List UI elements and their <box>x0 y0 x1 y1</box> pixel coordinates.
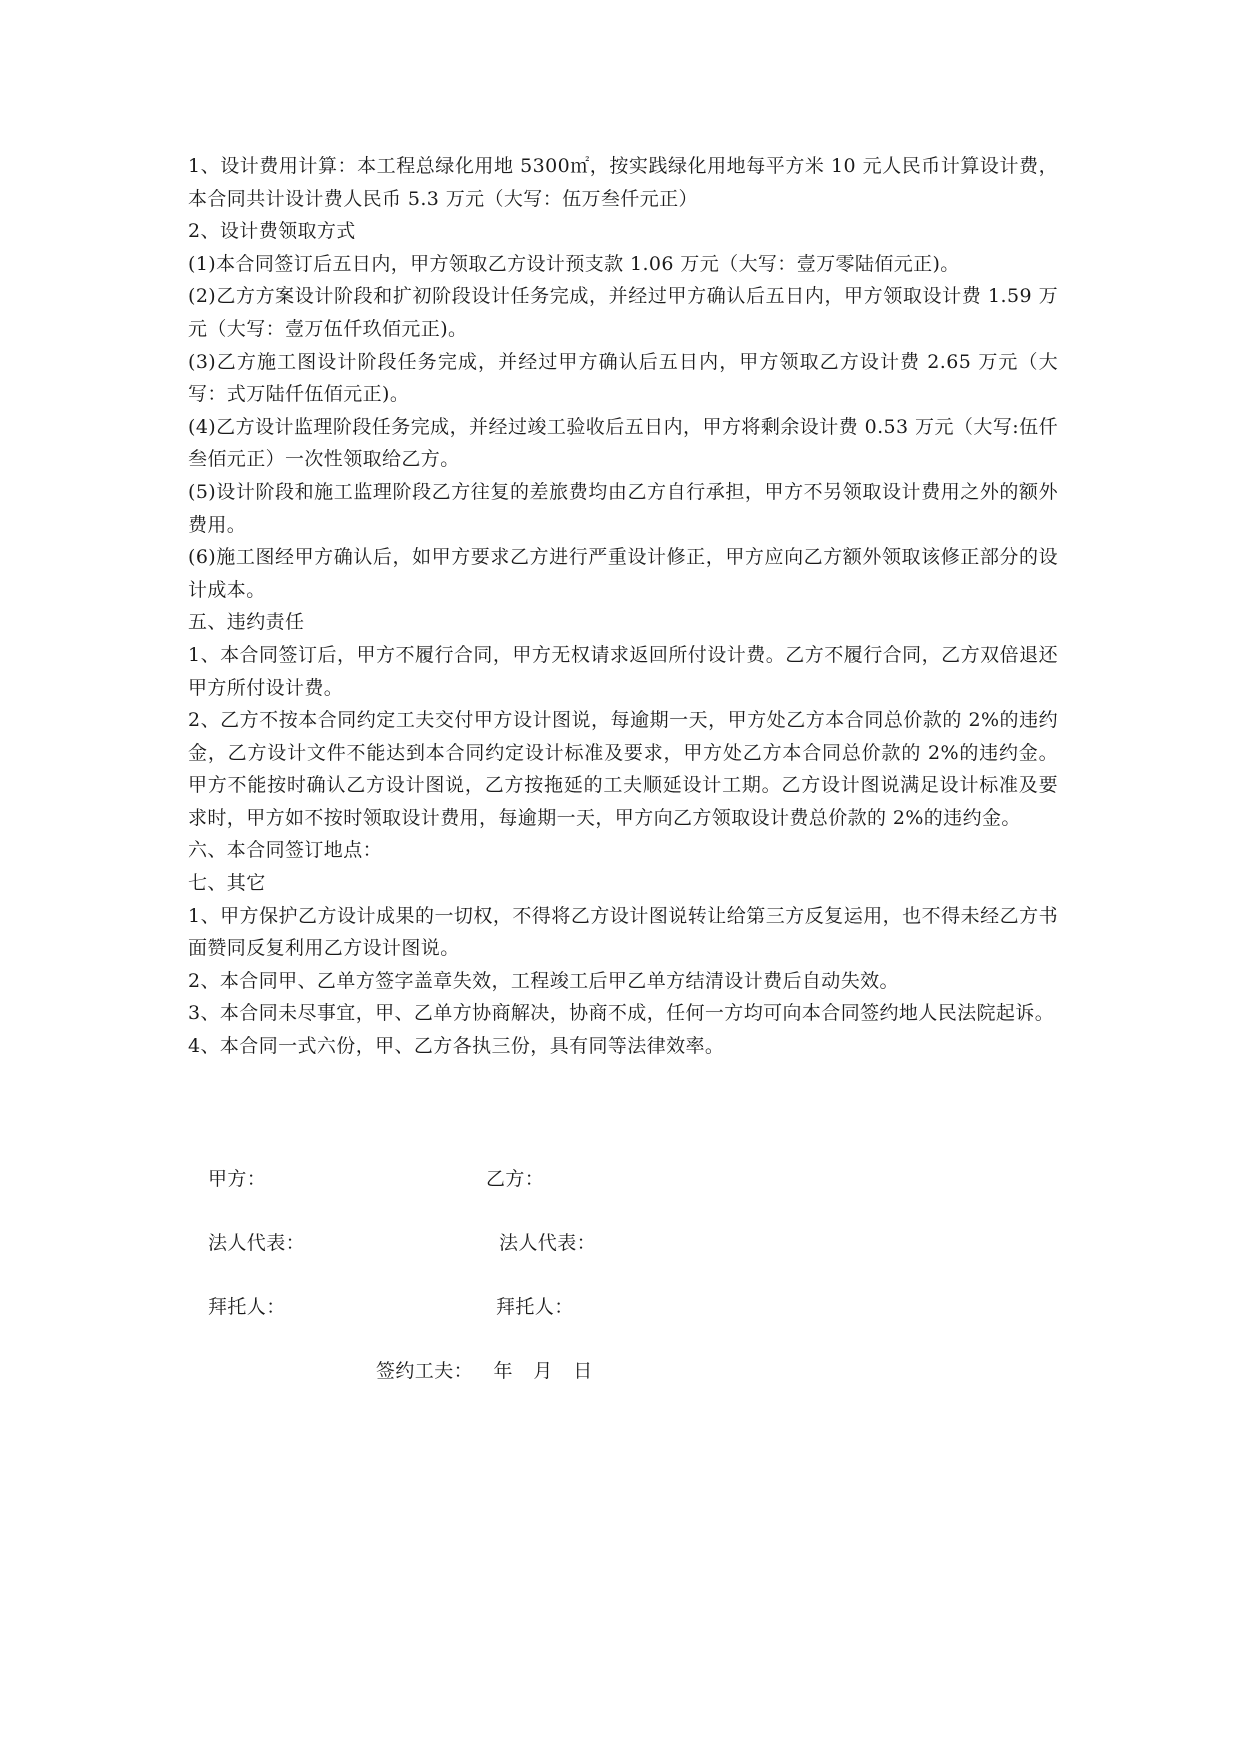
payment-item-1: (1)本合同签订后五日内，甲方领取乙方设计预支款 1.06 万元（大写：壹万零陆佰元正)。 <box>188 252 960 275</box>
agent-a-label: 拜托人： <box>208 1296 286 1318</box>
month-label: 月 <box>533 1360 553 1382</box>
legal-rep-a-label: 法人代表： <box>208 1232 306 1254</box>
payment-item-2: (2)乙方方案设计阶段和扩初阶段设计任务完成，并经过甲方确认后五日内，甲方领取设计费 1.59 万元（大写：壹万伍仟玖佰元正)。 <box>188 285 1058 340</box>
party-a-label: 甲方： <box>208 1168 267 1190</box>
other-clause-3: 3、本合同未尽事宜，甲、乙单方协商解决，协商不成，任何一方均可向本合同签约地人民法院起诉。 <box>188 1002 1055 1025</box>
payment-item-4: (4)乙方设计监理阶段任务完成，并经过竣工验收后五日内，甲方将剩余设计费 0.53 万元（大写:伍仟叁佰元正）一次性领取给乙方。 <box>188 415 1058 471</box>
contract-body <box>188 150 1058 1063</box>
other-clause-2: 2、本合同甲、乙单方签字盖章失效，工程竣工后甲乙单方结清设计费后自动失效。 <box>188 969 899 992</box>
payment-item-6: (6)施工图经甲方确认后，如甲方要求乙方进行严重设计修正，甲方应向乙方额外领取该修正部分的设计成本。 <box>188 546 1058 601</box>
signing-date-line <box>376 1359 607 1383</box>
party-b-label: 乙方： <box>486 1168 545 1190</box>
agent-b-label: 拜托人： <box>496 1296 574 1318</box>
day-label: 日 <box>573 1360 593 1382</box>
breach-liability-heading: 五、违约责任 <box>188 611 305 634</box>
payment-item-5: (5)设计阶段和施工监理阶段乙方往复的差旅费均由乙方自行承担，甲方不另领取设计费用之外的额外费用。 <box>188 480 1058 536</box>
signing-place-heading: 六、本合同签订地点： <box>188 839 383 862</box>
other-clause-1: 1、甲方保护乙方设计成果的一切权，不得将乙方设计图说转让给第三方反复运用，也不得未经乙方书面赞同反复利用乙方设计图说。 <box>188 904 1058 960</box>
year-label: 年 <box>493 1360 513 1382</box>
payment-item-3: (3)乙方施工图设计阶段任务完成，并经过甲方确认后五日内，甲方领取乙方设计费 2.65 万元（大写：式万陆仟伍佰元正)。 <box>188 350 1058 406</box>
design-fee-calculation-clause: 1、设计费用计算：本工程总绿化用地 5300㎡，按实践绿化用地每平方米 10 元人民币计算设计费，本合同共计设计费人民币 5.3 万元（大写：伍万叁仟元正） <box>188 155 1058 210</box>
signing-date-label: 签约工夫： <box>376 1360 474 1382</box>
fee-payment-method-heading: 2、设计费领取方式 <box>188 220 356 243</box>
other-terms-heading: 七、其它 <box>188 872 266 895</box>
breach-clause-1: 1、本合同签订后，甲方不履行合同，甲方无权请求返回所付设计费。乙方不履行合同，乙方双倍退还甲方所付设计费。 <box>188 643 1058 699</box>
legal-rep-b-label: 法人代表： <box>499 1232 597 1254</box>
other-clause-4: 4、本合同一式六份，甲、乙方各执三份，具有同等法律效率。 <box>188 1035 725 1058</box>
breach-clause-2: 2、乙方不按本合同约定工夫交付甲方设计图说，每逾期一天，甲方处乙方本合同总价款的 2%的违约金，乙方设计文件不能达到本合同约定设计标准及要求，甲方处乙方本合同总价款的 2%的违约金。甲方不能按时确认乙方设计图说，乙方按拖延的工夫顺延设计工期。乙方设计图说满足设计标准及要求时，甲方如不按时领取设计费用，每逾期一天，甲方向乙方领取设计费总价款的 2%的违约金。 <box>188 709 1058 829</box>
